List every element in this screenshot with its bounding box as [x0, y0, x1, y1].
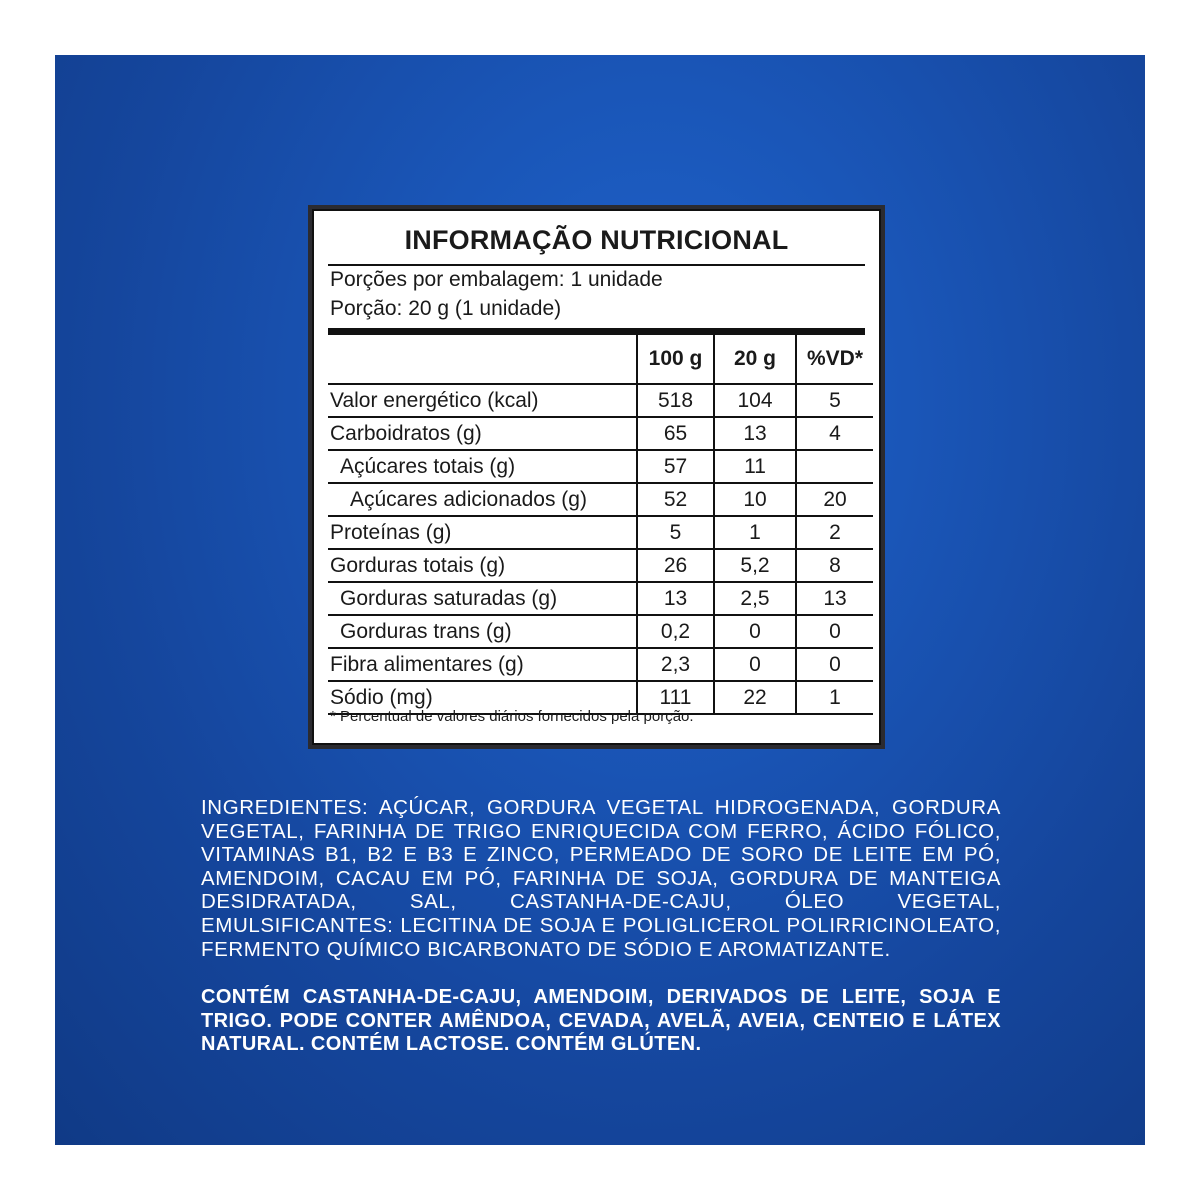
nutrient-name: Gorduras totais (g) — [328, 549, 637, 582]
label-title: INFORMAÇÃO NUTRICIONAL — [404, 225, 789, 255]
column-header-vd: %VD* — [796, 335, 873, 384]
value-100g: 0,2 — [637, 615, 714, 648]
nutrient-name: Gorduras trans (g) — [328, 615, 637, 648]
ingredients-text: INGREDIENTES: AÇÚCAR, GORDURA VEGETAL HIDROGENADA, GORDURA VEGETAL, FARINHA DE TRIGO ENRIQUECIDA COM FERRO, ÁCIDO FÓLICO, VITAMINAS B1, B2 E B3 E ZINCO, PERMEADO DE SORO DE LEITE EM PÓ, AMENDOIM, CACAU EM PÓ, FARINHA DE SOJA, GORDURA DE MANTEIGA DESIDRATADA, SAL, CASTANHA-DE-CAJU, ÓLEO VEGETAL, EMULSIFICANTES: LECITINA DE SOJA E POLIGLICEROL POLIRRICINOLEATO, FERMENTO QUÍMICO BICARBONATO DE SÓDIO E AROMATIZANTE. — [201, 796, 1001, 961]
table-header-row — [328, 335, 873, 384]
column-header-nutrient — [328, 335, 637, 384]
table-row — [328, 549, 873, 582]
value-20g: 5,2 — [714, 549, 796, 582]
value-100g: 13 — [637, 582, 714, 615]
allergens-text: CONTÉM CASTANHA-DE-CAJU, AMENDOIM, DERIVADOS DE LEITE, SOJA E TRIGO. PODE CONTER AMÊNDOA, CEVADA, AVELÃ, AVEIA, CENTEIO E LÁTEX NATURAL. CONTÉM LACTOSE. CONTÉM GLÚTEN. — [201, 986, 1001, 1056]
nutrient-name: Carboidratos (g) — [328, 417, 637, 450]
nutrient-name: Açúcares adicionados (g) — [328, 483, 637, 516]
nutrient-name: Gorduras saturadas (g) — [328, 582, 637, 615]
table-row — [328, 450, 873, 483]
value-vd: 13 — [796, 582, 873, 615]
value-100g: 26 — [637, 549, 714, 582]
column-header-100g: 100 g — [637, 335, 714, 384]
value-vd: 20 — [796, 483, 873, 516]
nutrient-name: Proteínas (g) — [328, 516, 637, 549]
value-vd: 1 — [796, 681, 873, 714]
value-20g: 2,5 — [714, 582, 796, 615]
value-100g: 52 — [637, 483, 714, 516]
nutrient-name: Açúcares totais (g) — [328, 450, 637, 483]
nutrition-label-frame — [308, 205, 885, 749]
value-vd: 5 — [796, 384, 873, 417]
value-vd: 8 — [796, 549, 873, 582]
nutrient-name: Sódio (mg) — [328, 681, 637, 714]
value-20g: 104 — [714, 384, 796, 417]
serving-size: Porção: 20 g (1 unidade) — [330, 297, 562, 320]
table-row — [328, 384, 873, 417]
table-row — [328, 516, 873, 549]
value-20g: 10 — [714, 483, 796, 516]
value-vd: 4 — [796, 417, 873, 450]
value-100g: 2,3 — [637, 648, 714, 681]
footnote: * Percentual de valores diários fornecidos pela porção. — [330, 708, 694, 725]
value-20g: 0 — [714, 615, 796, 648]
value-20g: 0 — [714, 648, 796, 681]
table-row — [328, 417, 873, 450]
value-vd: 2 — [796, 516, 873, 549]
table-row — [328, 483, 873, 516]
table-row — [328, 648, 873, 681]
thick-divider — [328, 328, 865, 335]
value-20g: 11 — [714, 450, 796, 483]
column-header-20g: 20 g — [714, 335, 796, 384]
nutrition-table — [328, 335, 873, 715]
nutrition-label — [312, 209, 881, 745]
value-100g: 65 — [637, 417, 714, 450]
table-row — [328, 582, 873, 615]
value-100g: 57 — [637, 450, 714, 483]
value-20g: 1 — [714, 516, 796, 549]
nutrient-name: Valor energético (kcal) — [328, 384, 637, 417]
value-vd — [796, 450, 873, 483]
value-100g: 518 — [637, 384, 714, 417]
value-20g: 13 — [714, 417, 796, 450]
nutrient-name: Fibra alimentares (g) — [328, 648, 637, 681]
value-20g: 22 — [714, 681, 796, 714]
value-100g: 111 — [637, 681, 714, 714]
title-divider — [328, 264, 865, 266]
value-vd: 0 — [796, 648, 873, 681]
table-row — [328, 615, 873, 648]
servings-per-package: Porções por embalagem: 1 unidade — [330, 268, 663, 291]
value-100g: 5 — [637, 516, 714, 549]
value-vd: 0 — [796, 615, 873, 648]
